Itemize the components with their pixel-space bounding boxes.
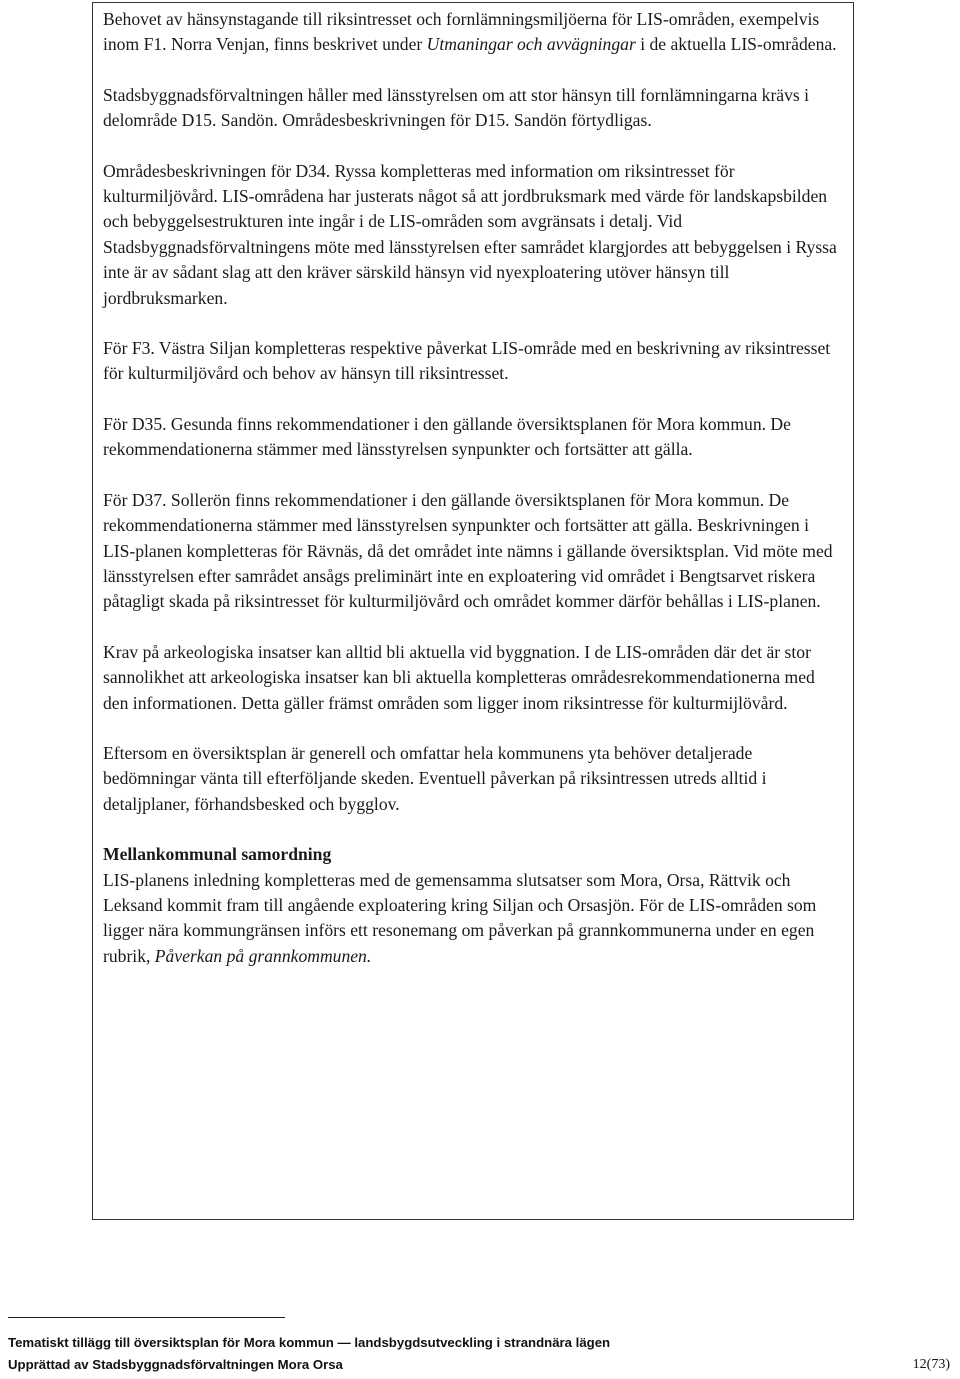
paragraph-samordning	[103, 868, 843, 970]
paragraph-sandon: Stadsbyggnadsförvaltningen håller med länsstyrelsen om att stor hänsyn till fornlämningarna krävs i delområde D15. Sandön. Områdesbeskrivningen för D15. Sandön förtydligas.	[103, 84, 810, 131]
section-heading: Mellankommunal samordning	[103, 844, 332, 865]
italic-reference: Påverkan på grannkommunen.	[154, 945, 372, 966]
paragraph-oversiktsplan: Eftersom en översiktsplan är generell och omfattar hela kommunens yta behöver detaljerade bedömningar vänta till efterföljande skeden. Eventuell påverkan på riksintressen utreds alltid i detaljplaner, förhandsbesked och bygglov.	[103, 742, 767, 814]
footer-divider	[8, 1317, 285, 1318]
paragraph-gesunda: För D35. Gesunda finns rekommendationer i den gällande översiktsplanen för Mora kommun. De rekommendationerna stämmer med länsstyrelsen synpunkter och fortsätter att gälla.	[103, 413, 791, 460]
footer-author: Upprättad av Stadsbyggnadsförvaltningen Mora Orsa	[8, 1357, 343, 1372]
paragraph-vastra-siljan: För F3. Västra Siljan kompletteras respektive påverkat LIS-område med en beskrivning av riksintresset för kulturmiljövård och behov av hänsyn till riksintresset.	[103, 338, 831, 384]
paragraph-fornlamningar	[103, 7, 843, 58]
footer-title: Tematiskt tillägg till översiktsplan för Mora kommun — landsbygdsutveckling i strandnära lägen	[8, 1335, 611, 1350]
paragraph-ryssa: Områdesbeskrivningen för D34. Ryssa kompletteras med information om riksintresset för kulturmiljövård. LIS-områdena har justerats något så att jordbruksmark med värde för landskapsbilden och bebyggelsestrukturen inte ingår i de LIS-områden som avgränsats i detalj. Vid Stadsbyggnadsförvaltningens möte med länsstyrelsen efter samrådet klargjordes att bebyggelsen i Ryssa inte är av sådant slag att den kräver särskild hänsyn vid nyexploatering utöver hänsyn till jordbruksmarken.	[103, 160, 837, 308]
document-text-frame	[92, 2, 854, 1220]
italic-reference: Utmaningar och avvägningar	[426, 34, 636, 55]
paragraph-text: LIS-planens inledning kompletteras med de gemensamma slutsatser som Mora, Orsa, Rättvik och Leksand kommit fram till angående exploatering kring Siljan och Orsasjön. För de LIS-områden som ligger nära kommungränsen införs ett resonemang om påverkan på grannkommunerna under en egen rubrik,	[103, 869, 817, 966]
paragraph-text: i de aktuella LIS-områdena.	[635, 34, 837, 55]
page-number: 12(73)	[912, 1357, 950, 1372]
paragraph-text: Behovet av hänsynstagande till riksintresset och fornlämningsmiljöerna för LIS-områden, exempelvis inom F1. Norra Venjan, finns beskrivet under	[103, 9, 820, 55]
paragraph-arkeologi: Krav på arkeologiska insatser kan alltid bli aktuella vid byggnation. I de LIS-områden där det är stor sannolikhet att arkeologiska insatser kan bli aktuella kompletteras områdesrekommendationerna med den informationen. Detta gäller främst områden som ligger inom riksintresse för kulturmijlövård.	[103, 641, 815, 713]
paragraph-solleron: För D37. Sollerön finns rekommendationer i den gällande översiktsplanen för Mora kommun. De rekommendationerna stämmer med länsstyrelsen synpunkter och fortsätter att gälla. Beskrivningen i LIS-planen kompletteras för Rävnäs, då det området inte nämns i gällande översiktsplan. Vid möte med länsstyrelsen efter samrådet ansågs preliminärt inte en exploatering vid området i Bengtsarvet riskera påtagligt skada på riksintresset för kulturmiljövård och området kommer därför behållas i LIS-planen.	[103, 489, 833, 612]
